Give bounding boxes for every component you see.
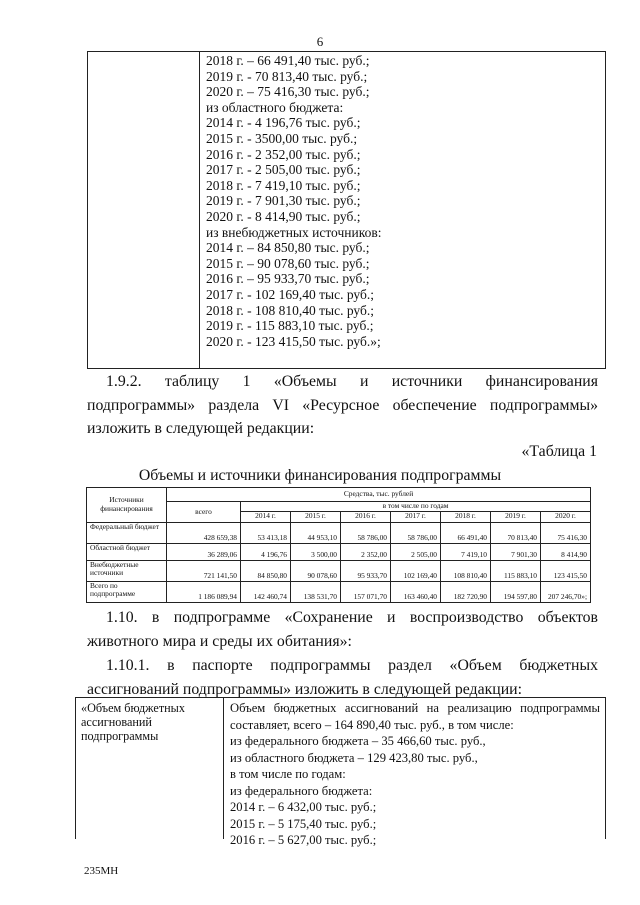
passport-line: из областного бюджета – 129 423,80 тыс. руб., (230, 750, 478, 765)
funding-continuation-table (87, 51, 606, 369)
paragraph-1-10-line: 1.10. в подпрограмме «Сохранение и воспроизводство объектов (106, 609, 598, 626)
row-value: 115 883,10 (491, 560, 541, 581)
row-value: 3 500,00 (291, 543, 341, 560)
passport-line: из федерального бюджета: (230, 783, 373, 798)
funding-line: 2016 г. - 2 352,00 тыс. руб.; (206, 146, 361, 162)
row-value: 123 415,50 (541, 560, 591, 581)
row-total: 1 186 089,94 (167, 581, 241, 602)
table-row (87, 522, 591, 543)
passport-line: 2015 г. – 5 175,40 тыс. руб.; (230, 816, 377, 831)
paragraph-1-9-2-line: изложить в следующей редакции: (87, 420, 315, 437)
funding-line: 2020 г. - 123 415,50 тыс. руб.»; (206, 333, 381, 349)
table-label: «Таблица 1 (521, 443, 597, 460)
funding-lines (206, 53, 381, 349)
row-value: 108 810,40 (441, 560, 491, 581)
passport-line: 2014 г. – 6 432,00 тыс. руб.; (230, 800, 377, 814)
table-column-divider (199, 52, 200, 368)
funding-line: 2019 г. - 7 901,30 тыс. руб.; (206, 193, 361, 209)
row-value: 142 460,74 (241, 581, 291, 602)
row-value: 75 416,30 (541, 522, 591, 543)
header-source: Источники финансирования (87, 488, 167, 523)
funding-line: 2018 г. - 108 810,40 тыс. руб.; (206, 302, 374, 318)
row-value: 194 597,80 (491, 581, 541, 602)
passport-table (75, 697, 606, 847)
financing-table (86, 487, 591, 603)
header-funds: Средства, тыс. рублей (167, 488, 591, 502)
row-value: 2 352,00 (341, 543, 391, 560)
row-value: 95 933,70 (341, 560, 391, 581)
row-value: 102 169,40 (391, 560, 441, 581)
row-value: 163 460,40 (391, 581, 441, 602)
row-total: 428 659,38 (167, 522, 241, 543)
funding-line: из внебюджетных источников: (206, 224, 382, 240)
header-year: 2018 г. (441, 511, 491, 522)
header-year: 2019 г. (491, 511, 541, 522)
header-total: всего (167, 502, 241, 523)
page-number: 6 (316, 34, 324, 49)
funding-line: 2014 г. - 4 196,76 тыс. руб.; (206, 115, 361, 131)
document-code: 235МН (84, 865, 119, 877)
row-total: 721 141,50 (167, 560, 241, 581)
row-value: 7 419,10 (441, 543, 491, 560)
header-year: 2014 г. (241, 511, 291, 522)
row-value: 66 491,40 (441, 522, 491, 543)
funding-line: 2020 г. – 75 416,30 тыс. руб.; (206, 84, 370, 100)
row-label: Областной бюджет (87, 543, 167, 560)
funding-line: 2018 г. - 7 419,10 тыс. руб.; (206, 177, 361, 193)
funding-line: 2017 г. - 2 505,00 тыс. руб.; (206, 162, 361, 178)
row-value: 8 414,90 (541, 543, 591, 560)
header-year: 2016 г. (341, 511, 391, 522)
row-value: 53 413,18 (241, 522, 291, 543)
table-column-divider (223, 698, 224, 839)
passport-line: 2016 г. – 5 627,00 тыс. руб.; (230, 833, 377, 847)
table-row (87, 560, 591, 581)
paragraph-1-10-1-line: 1.10.1. в паспорте подпрограммы раздел «Объем бюджетных (106, 657, 598, 674)
passport-line: Объем бюджетных ассигнований на реализацию подпрограммы (230, 701, 600, 715)
row-value: 138 531,70 (291, 581, 341, 602)
paragraph-1-10-line: животного мира и среды их обитания»: (87, 633, 352, 650)
table-row (87, 581, 591, 602)
paragraph-1-10-1-line: ассигнований подпрограммы» изложить в следующей редакции: (87, 681, 523, 698)
funding-line: 2016 г. – 95 933,70 тыс. руб.; (206, 271, 370, 287)
row-value: 44 953,10 (291, 522, 341, 543)
passport-section-name: «Объем бюджетных ассигнований подпрограммы (81, 701, 185, 743)
passport-line: из федерального бюджета – 35 466,60 тыс. руб., (230, 734, 486, 748)
funding-line: 2014 г. – 84 850,80 тыс. руб.; (206, 240, 370, 256)
passport-section-content (230, 700, 600, 849)
passport-line: составляет, всего – 164 890,40 тыс. руб., в том числе: (230, 717, 514, 732)
funding-line: из областного бюджета: (206, 99, 344, 115)
row-value: 70 813,40 (491, 522, 541, 543)
row-value: 157 071,70 (341, 581, 391, 602)
funding-line: 2020 г. - 8 414,90 тыс. руб.; (206, 208, 361, 224)
funding-line: 2017 г. - 102 169,40 тыс. руб.; (206, 286, 374, 302)
funding-line: 2018 г. – 66 491,40 тыс. руб.; (206, 53, 370, 68)
table-title: Объемы и источники финансирования подпрограммы (138, 467, 502, 484)
passport-line: в том числе по годам: (230, 767, 346, 781)
row-value: 84 850,80 (241, 560, 291, 581)
paragraph-1-9-2-line: 1.9.2. таблицу 1 «Объемы и источники финансирования (106, 373, 598, 390)
funding-line: 2019 г. - 115 883,10 тыс. руб.; (206, 318, 374, 334)
row-value: 58 786,00 (341, 522, 391, 543)
row-value: 58 786,00 (391, 522, 441, 543)
funding-line: 2015 г. - 3500,00 тыс. руб.; (206, 130, 358, 146)
funding-line: 2019 г. - 70 813,40 тыс. руб.; (206, 68, 368, 84)
header-year: 2020 г. (541, 511, 591, 522)
row-value: 7 901,30 (491, 543, 541, 560)
row-value: 90 078,60 (291, 560, 341, 581)
row-value: 4 196,76 (241, 543, 291, 560)
header-year: 2017 г. (391, 511, 441, 522)
row-value: 182 720,90 (441, 581, 491, 602)
paragraph-1-9-2-line: подпрограммы» раздела VI «Ресурсное обеспечение подпрограммы» (87, 397, 598, 414)
row-label: Внебюджетные источники (87, 560, 167, 581)
funding-line: 2015 г. – 90 078,60 тыс. руб.; (206, 255, 370, 271)
header-by-year: в том числе по годам (241, 502, 591, 512)
row-value: 2 505,00 (391, 543, 441, 560)
header-year: 2015 г. (291, 511, 341, 522)
row-label: Федеральный бюджет (87, 522, 167, 543)
row-value: 207 246,70»; (541, 581, 591, 602)
row-total: 36 289,06 (167, 543, 241, 560)
table-row (87, 543, 591, 560)
row-label: Всего по подпрограмме (87, 581, 167, 602)
